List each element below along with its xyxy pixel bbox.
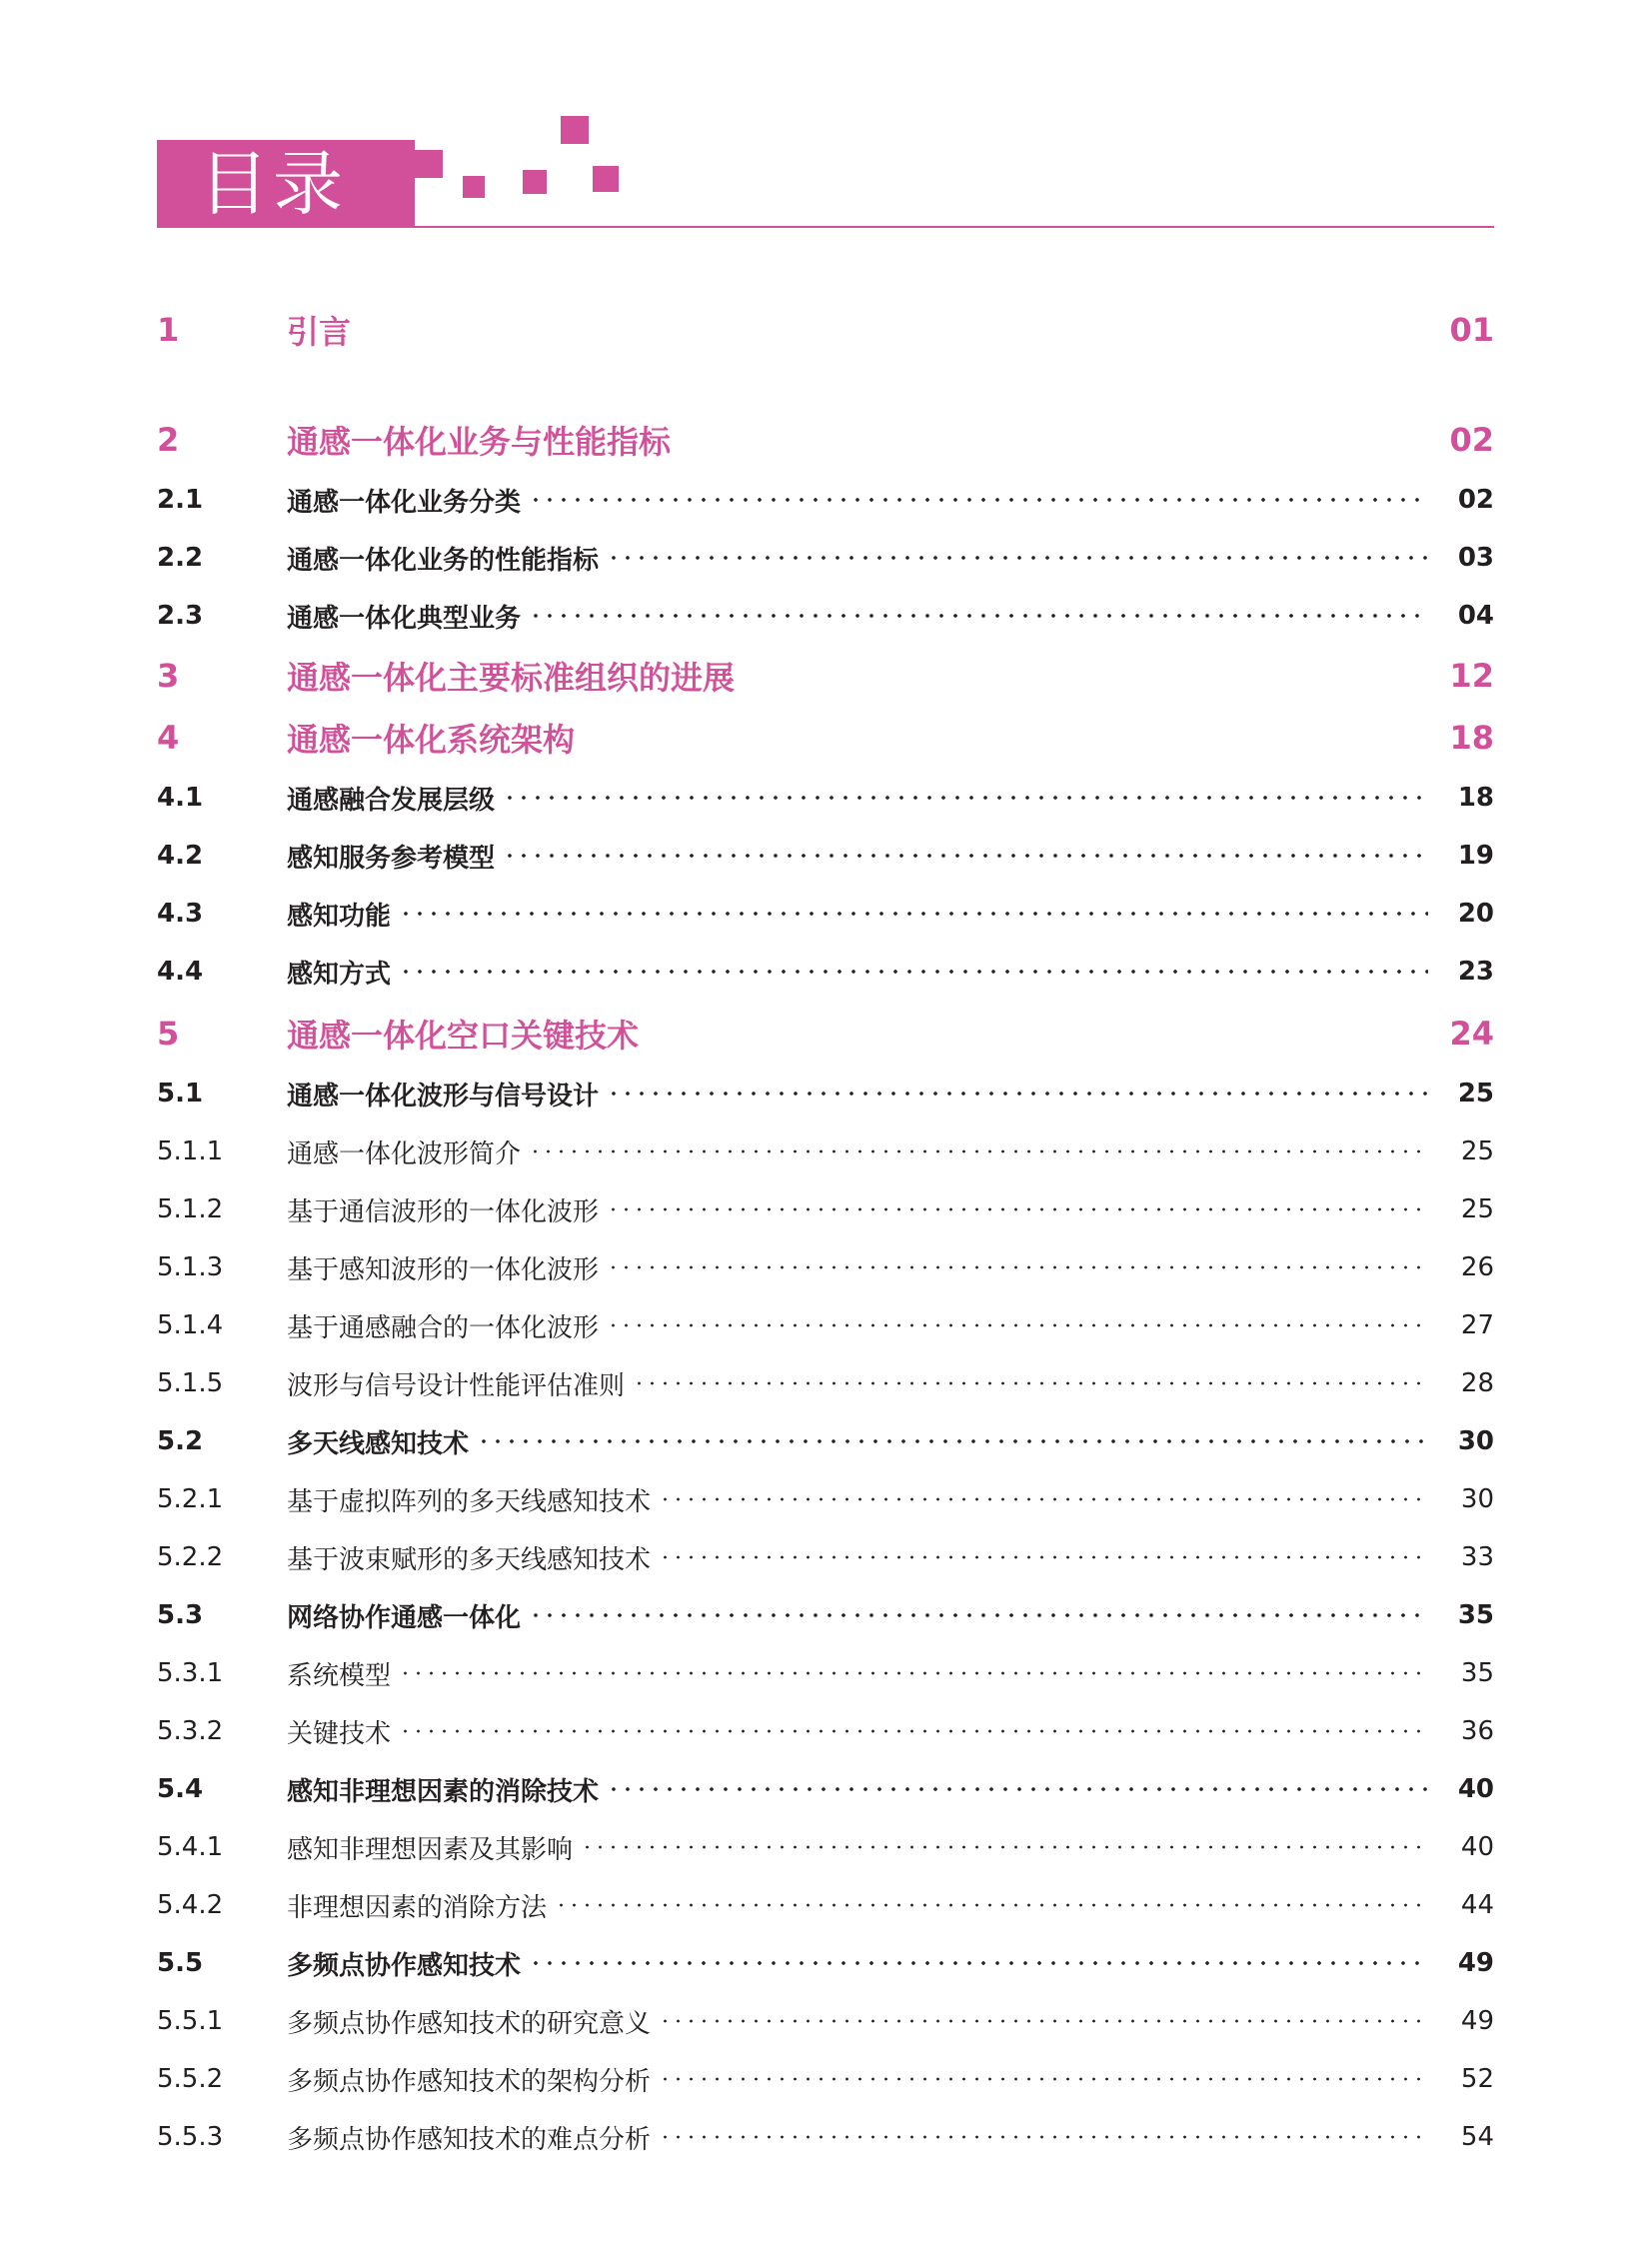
toc-entry-page: 23: [1457, 957, 1494, 987]
toc-entry-5-3-1[interactable]: [157, 1653, 1494, 1693]
toc-leader-dots: [581, 1845, 1428, 1849]
toc-entry-number: 5.3.2: [157, 1716, 224, 1746]
toc-entry-number: 5.3: [157, 1600, 204, 1630]
toc-leader-dots: [607, 1323, 1428, 1327]
toc-title: 目录: [157, 140, 415, 228]
toc-entry-page: 02: [1457, 485, 1494, 515]
toc-entry-title: 引言: [287, 313, 352, 351]
toc-entry-number: 5.5.1: [157, 2006, 224, 2036]
toc-entry-5-4-1[interactable]: [157, 1827, 1494, 1867]
toc-entry-number: 2: [157, 421, 180, 459]
toc-entry-number: 4: [157, 719, 180, 757]
toc-entry-title: 感知非理想因素及其影响: [287, 1834, 574, 1865]
toc-entry-title: 基于感知波形的一体化波形: [287, 1254, 600, 1285]
toc-entry-number: 2.2: [157, 543, 204, 573]
toc-entry-page: 26: [1460, 1252, 1494, 1282]
toc-leader-dots: [399, 1729, 1428, 1733]
toc-entry-number: 2.1: [157, 485, 204, 515]
toc-header: [157, 140, 1494, 228]
toc-entry-title: 感知方式: [287, 959, 392, 990]
toc-entry-5-1-2[interactable]: [157, 1189, 1494, 1229]
toc-entry-number: 5.1.1: [157, 1136, 224, 1166]
toc-entry-title: 通感一体化业务分类: [287, 487, 522, 518]
toc-entry-page: 49: [1460, 2006, 1494, 2036]
toc-entry-4[interactable]: [157, 713, 1494, 763]
toc-entry-4-2[interactable]: [157, 836, 1494, 876]
toc-entry-title: 多频点协作感知技术的研究意义: [287, 2008, 652, 2039]
toc-entry-page: 24: [1449, 1015, 1494, 1053]
toc-entry-number: 5.5: [157, 1948, 204, 1978]
toc-leader-dots: [529, 498, 1428, 502]
toc-leader-dots: [607, 1092, 1428, 1096]
toc-entry-page: 30: [1457, 1426, 1494, 1456]
toc-entry-number: 5.4: [157, 1774, 204, 1804]
toc-entry-number: 5.4.1: [157, 1832, 224, 1862]
toc-entry-5[interactable]: [157, 1009, 1494, 1059]
toc-leader-dots: [529, 1961, 1428, 1965]
toc-entry-title: 通感一体化系统架构: [287, 721, 576, 759]
toc-entry-page: 27: [1460, 1310, 1494, 1340]
toc-entry-number: 5.1: [157, 1079, 204, 1109]
toc-entry-5-1-5[interactable]: [157, 1363, 1494, 1403]
toc-entry-5-2[interactable]: [157, 1421, 1494, 1461]
toc-entry-page: 04: [1457, 601, 1494, 631]
toc-entry-number: 5.2.1: [157, 1484, 224, 1514]
toc-leader-dots: [659, 1555, 1428, 1559]
toc-leader-dots: [555, 1903, 1428, 1907]
toc-leader-dots: [399, 1671, 1428, 1675]
toc-entry-2-1[interactable]: [157, 480, 1494, 520]
toc-leader-dots: [607, 1207, 1428, 1211]
decorative-square: [593, 166, 619, 192]
toc-entry-page: 19: [1457, 841, 1494, 871]
toc-entry-number: 4.4: [157, 957, 204, 987]
toc-entry-5-5-1[interactable]: [157, 2001, 1494, 2041]
toc-entry-page: 33: [1460, 1542, 1494, 1572]
toc-entry-page: 25: [1457, 1079, 1494, 1109]
toc-entry-title: 基于通信波形的一体化波形: [287, 1196, 600, 1227]
toc-entry-4-1[interactable]: [157, 778, 1494, 818]
toc-entry-page: 18: [1449, 719, 1494, 757]
toc-entry-2[interactable]: [157, 415, 1494, 465]
toc-entry-title: 非理想因素的消除方法: [287, 1892, 548, 1923]
toc-entry-number: 1: [157, 311, 180, 349]
toc-entry-page: 35: [1460, 1658, 1494, 1688]
toc-entry-title: 网络协作通感一体化: [287, 1602, 522, 1633]
decorative-square: [415, 150, 443, 178]
decorative-square: [463, 176, 485, 198]
toc-entry-page: 20: [1457, 899, 1494, 929]
toc-entry-page: 35: [1457, 1600, 1494, 1630]
toc-entry-number: 4.1: [157, 783, 204, 813]
toc-entry-number: 5.4.2: [157, 1890, 224, 1920]
toc-leader-dots: [607, 1787, 1428, 1791]
toc-entry-number: 2.3: [157, 601, 204, 631]
toc-entry-page: 49: [1457, 1948, 1494, 1978]
toc-entry-page: 28: [1460, 1368, 1494, 1398]
toc-entry-page: 01: [1449, 311, 1494, 349]
toc-entry-5-1-3[interactable]: [157, 1247, 1494, 1287]
toc-leader-dots: [659, 2019, 1428, 2023]
toc-entry-number: 5.3.1: [157, 1658, 224, 1688]
toc-entry-page: 40: [1460, 1832, 1494, 1862]
toc-entry-page: 12: [1449, 657, 1494, 695]
toc-entry-page: 30: [1460, 1484, 1494, 1514]
toc-entry-page: 25: [1460, 1136, 1494, 1166]
toc-entry-page: 25: [1460, 1194, 1494, 1224]
toc-entry-number: 5.5.3: [157, 2122, 224, 2152]
toc-entry-number: 5.5.2: [157, 2064, 224, 2094]
toc-entry-page: 40: [1457, 1774, 1494, 1804]
toc-entry-5-1[interactable]: [157, 1074, 1494, 1114]
toc-entry-title: 通感一体化业务与性能指标: [287, 423, 672, 461]
toc-entry-title: 感知服务参考模型: [287, 843, 496, 874]
toc-entry-title: 通感一体化业务的性能指标: [287, 545, 600, 576]
toc-entry-number: 5.1.5: [157, 1368, 224, 1398]
toc-entry-5-5-3[interactable]: [157, 2117, 1494, 2157]
toc-entry-page: 03: [1457, 543, 1494, 573]
toc-entry-title: 多频点协作感知技术的难点分析: [287, 2124, 652, 2155]
toc-entry-number: 5: [157, 1015, 180, 1053]
toc-entry-2-3[interactable]: [157, 596, 1494, 636]
toc-entry-page: 52: [1460, 2064, 1494, 2094]
toc-entry-5-1-1[interactable]: [157, 1131, 1494, 1171]
toc-leader-dots: [529, 1149, 1428, 1153]
toc-entry-title: 波形与信号设计性能评估准则: [287, 1370, 626, 1401]
toc-leader-dots: [659, 1497, 1428, 1501]
decorative-square: [561, 116, 589, 144]
toc-entry-4-4[interactable]: [157, 952, 1494, 992]
toc-entry-number: 5.2: [157, 1426, 204, 1456]
toc-entry-title: 通感一体化空口关键技术: [287, 1017, 640, 1055]
toc-entry-page: 02: [1449, 421, 1494, 459]
header-rule: [157, 226, 1494, 228]
toc-entry-5-3-2[interactable]: [157, 1711, 1494, 1751]
toc-entry-title: 关键技术: [287, 1718, 392, 1749]
toc-entry-2-2[interactable]: [157, 538, 1494, 578]
toc-entry-number: 4.3: [157, 899, 204, 929]
toc-leader-dots: [529, 614, 1428, 618]
toc-leader-dots: [399, 912, 1428, 916]
toc-entry-title: 通感融合发展层级: [287, 785, 496, 816]
toc-entry-5-4[interactable]: [157, 1769, 1494, 1809]
toc-entry-title: 多频点协作感知技术的架构分析: [287, 2066, 652, 2097]
toc-entry-page: 44: [1460, 1890, 1494, 1920]
toc-entry-5-5[interactable]: [157, 1943, 1494, 1983]
toc-entry-number: 5.1.2: [157, 1194, 224, 1224]
toc-entry-4-3[interactable]: [157, 894, 1494, 934]
toc-leader-dots: [633, 1381, 1428, 1385]
toc-entry-title: 基于通感融合的一体化波形: [287, 1312, 600, 1343]
toc-entry-title: 通感一体化波形与信号设计: [287, 1081, 600, 1112]
toc-leader-dots: [503, 854, 1428, 858]
toc-entry-1[interactable]: [157, 305, 1494, 355]
toc-entry-5-2-2[interactable]: [157, 1537, 1494, 1577]
toc-entry-title: 通感一体化典型业务: [287, 603, 522, 634]
toc-entry-5-2-1[interactable]: [157, 1479, 1494, 1519]
toc-entry-title: 通感一体化主要标准组织的进展: [287, 659, 736, 697]
toc-leader-dots: [529, 1613, 1428, 1617]
toc-entry-number: 5.2.2: [157, 1542, 224, 1572]
toc-entry-title: 通感一体化波形简介: [287, 1138, 522, 1169]
toc-entry-page: 36: [1460, 1716, 1494, 1746]
toc-leader-dots: [503, 796, 1428, 800]
toc-leader-dots: [477, 1439, 1428, 1443]
toc-entry-title: 感知非理想因素的消除技术: [287, 1776, 600, 1807]
toc-entry-title: 感知功能: [287, 901, 392, 932]
toc-entry-page: 54: [1460, 2122, 1494, 2152]
toc-leader-dots: [659, 2135, 1428, 2139]
toc-entry-title: 系统模型: [287, 1660, 392, 1691]
decorative-square: [523, 170, 547, 194]
toc-entry-page: 18: [1457, 783, 1494, 813]
toc-leader-dots: [659, 2077, 1428, 2081]
toc-entry-title: 多频点协作感知技术: [287, 1950, 522, 1981]
toc-entry-5-3[interactable]: [157, 1595, 1494, 1635]
toc-leader-dots: [607, 1265, 1428, 1269]
toc-entry-title: 基于波束赋形的多天线感知技术: [287, 1544, 652, 1575]
toc-entry-number: 5.1.4: [157, 1310, 224, 1340]
toc-entry-number: 5.1.3: [157, 1252, 224, 1282]
toc-entry-5-4-2[interactable]: [157, 1885, 1494, 1925]
toc-entry-number: 4.2: [157, 841, 204, 871]
toc-entry-number: 3: [157, 657, 180, 695]
toc-entry-5-5-2[interactable]: [157, 2059, 1494, 2099]
toc-entry-5-1-4[interactable]: [157, 1305, 1494, 1345]
toc-entry-title: 基于虚拟阵列的多天线感知技术: [287, 1486, 652, 1517]
toc-leader-dots: [607, 556, 1428, 560]
toc-entry-3[interactable]: [157, 651, 1494, 701]
toc-entry-title: 多天线感知技术: [287, 1428, 470, 1459]
toc-leader-dots: [399, 970, 1428, 974]
